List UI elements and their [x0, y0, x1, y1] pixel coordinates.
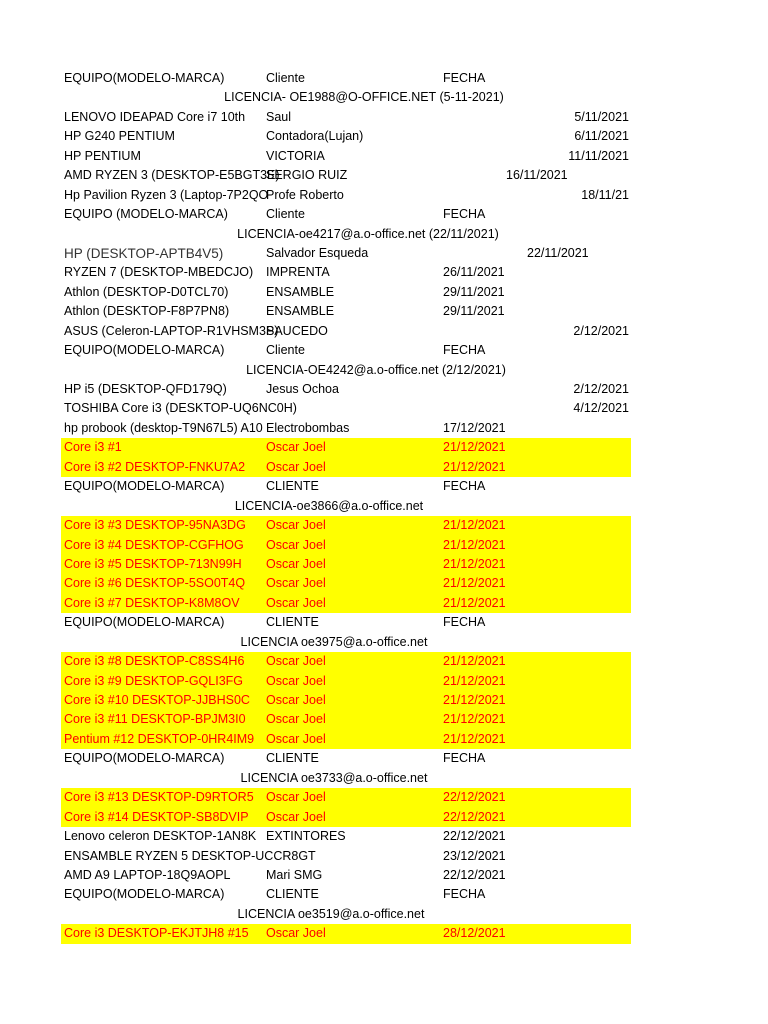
fecha-cell[interactable]: 22/12/2021	[443, 867, 506, 882]
table-row	[0, 283, 768, 302]
header-row	[0, 613, 768, 632]
equipo-cell[interactable]: HP i5 (DESKTOP-QFD179Q)	[64, 382, 227, 396]
cliente-cell[interactable]: CLIENTE	[266, 615, 319, 630]
fecha-cell[interactable]: 21/12/2021	[443, 673, 506, 688]
equipo-cell[interactable]: EQUIPO(MODELO-MARCA)	[64, 887, 225, 902]
cliente-cell[interactable]: Oscar Joel	[266, 440, 326, 455]
cliente-cell[interactable]: IMPRENTA	[266, 265, 330, 280]
table-row	[0, 147, 768, 166]
table-row	[61, 924, 631, 943]
license-row	[0, 88, 768, 107]
equipo-cell[interactable]: Core i3 #11 DESKTOP-BPJM3I0	[64, 712, 246, 727]
license-row	[0, 905, 768, 924]
cliente-cell[interactable]: Oscar Joel	[266, 595, 326, 610]
cliente-cell[interactable]: Saul	[266, 109, 292, 124]
table-row	[0, 127, 768, 146]
equipo-cell[interactable]: Core i3 #3 DESKTOP-95NA3DG	[64, 518, 246, 533]
equipo-cell[interactable]: ASUS (Celeron-LAPTOP-R1VHSM3P)	[64, 323, 279, 338]
table-row	[0, 263, 768, 282]
fecha-cell[interactable]: 28/12/2021	[443, 926, 506, 941]
fecha-cell[interactable]: 21/12/2021	[443, 440, 506, 455]
license-row	[0, 225, 768, 244]
fecha-cell[interactable]: FECHA	[443, 207, 486, 222]
cliente-cell[interactable]: Oscar Joel	[266, 576, 326, 591]
license-cell[interactable]: LICENCIA-OE4242@a.o-office.net (2/12/2021)	[246, 362, 506, 377]
fecha-cell[interactable]: 21/12/2021	[443, 693, 506, 707]
license-cell[interactable]: LICENCIA oe3733@a.o-office.net	[240, 770, 428, 785]
fecha-cell[interactable]: 26/11/2021	[443, 265, 505, 280]
header-row	[0, 69, 768, 88]
cliente-cell[interactable]: Oscar Joel	[266, 556, 326, 571]
table-row	[61, 788, 631, 807]
fecha-cell[interactable]: FECHA	[443, 751, 486, 766]
equipo-cell[interactable]: RYZEN 7 (DESKTOP-MBEDCJO)	[64, 265, 254, 280]
equipo-cell[interactable]: Core i3 #14 DESKTOP-SB8DVIP	[64, 809, 249, 824]
equipo-cell[interactable]: EQUIPO (MODELO-MARCA)	[64, 207, 228, 222]
equipo-cell[interactable]: Core i3 #2 DESKTOP-FNKU7A2	[64, 459, 246, 474]
cliente-cell[interactable]: Oscar Joel	[266, 459, 326, 474]
cliente-cell[interactable]: Cliente	[266, 71, 305, 85]
cliente-cell[interactable]: Jesus Ochoa	[266, 382, 339, 396]
cliente-cell[interactable]: Oscar Joel	[266, 926, 326, 941]
cliente-cell[interactable]: Cliente	[266, 343, 305, 358]
table-row	[0, 322, 768, 341]
fecha-cell[interactable]: 22/12/2021	[443, 790, 506, 805]
fecha-cell[interactable]: 21/12/2021	[443, 556, 506, 571]
fecha-cell[interactable]: 29/11/2021	[443, 284, 505, 299]
table-row	[61, 555, 631, 574]
cliente-cell[interactable]: Oscar Joel	[266, 673, 326, 688]
fecha-cell[interactable]: 23/12/2021	[443, 848, 506, 863]
equipo-cell[interactable]: Hp Pavilion Ryzen 3 (Laptop-7P2QO	[64, 187, 269, 202]
equipo-cell[interactable]: EQUIPO(MODELO-MARCA)	[64, 751, 225, 766]
cliente-cell[interactable]: CLIENTE	[266, 887, 319, 902]
table-row	[0, 244, 768, 263]
table-row	[0, 302, 768, 321]
equipo-cell[interactable]: Core i3 #10 DESKTOP-JJBHS0C	[64, 693, 250, 707]
license-row	[0, 633, 768, 652]
cliente-cell[interactable]: Salvador Esqueda	[266, 245, 369, 260]
equipo-cell[interactable]: Pentium #12 DESKTOP-0HR4IM9	[64, 731, 255, 746]
cliente-cell[interactable]: Contadora(Lujan)	[266, 129, 364, 144]
cliente-cell[interactable]: Cliente	[266, 207, 305, 222]
fecha-cell[interactable]: 21/12/2021	[443, 459, 506, 474]
fecha-cell[interactable]: FECHA	[443, 887, 486, 902]
fecha-cell[interactable]: 22/11/2021	[527, 245, 589, 260]
equipo-cell[interactable]: Athlon (DESKTOP-D0TCL70)	[64, 284, 229, 299]
cliente-cell[interactable]: SAUCEDO	[266, 323, 328, 338]
table-row	[0, 866, 768, 885]
equipo-cell[interactable]: Lenovo celeron DESKTOP-1AN8K	[64, 829, 257, 844]
table-row	[61, 594, 631, 613]
cliente-cell[interactable]: Oscar Joel	[266, 518, 326, 533]
table-row	[0, 399, 768, 418]
equipo-cell[interactable]: Core i3 #8 DESKTOP-C8SS4H6	[64, 654, 245, 669]
cliente-cell[interactable]: Profe Roberto	[266, 187, 344, 202]
table-row	[61, 652, 631, 671]
license-row	[0, 769, 768, 788]
equipo-cell[interactable]: EQUIPO(MODELO-MARCA)	[64, 343, 225, 358]
cliente-cell[interactable]: Oscar Joel	[266, 790, 326, 805]
fecha-cell[interactable]: 22/12/2021	[443, 809, 506, 824]
cliente-cell[interactable]: Electrobombas	[266, 420, 350, 435]
fecha-cell[interactable]: 21/12/2021	[443, 731, 506, 746]
cliente-cell[interactable]: EXTINTORES	[266, 829, 346, 844]
equipo-cell[interactable]: AMD A9 LAPTOP-18Q9AOPL	[64, 867, 231, 882]
table-row	[0, 380, 768, 399]
fecha-cell[interactable]: 11/11/2021	[568, 148, 629, 163]
license-row	[0, 361, 768, 380]
cliente-cell[interactable]: CLIENTE	[266, 479, 319, 494]
fecha-cell[interactable]: 4/12/2021	[573, 401, 629, 416]
fecha-cell[interactable]: FECHA	[443, 479, 486, 494]
fecha-cell[interactable]: 22/12/2021	[443, 829, 506, 844]
table-row	[0, 847, 768, 866]
equipo-cell[interactable]: Core i3 #9 DESKTOP-GQLI3FG	[64, 673, 243, 688]
license-cell[interactable]: LICENCIA- OE1988@O-OFFICE.NET (5-11-2021)	[224, 90, 504, 105]
cliente-cell[interactable]: ENSAMBLE	[266, 284, 335, 299]
fecha-cell[interactable]: 21/12/2021	[443, 518, 506, 533]
fecha-cell[interactable]: FECHA	[443, 71, 486, 85]
fecha-cell[interactable]: 21/12/2021	[443, 576, 506, 591]
table-row	[61, 808, 631, 827]
fecha-cell[interactable]: 2/12/2021	[573, 323, 629, 338]
license-cell[interactable]: LICENCIA-oe3866@a.o-office.net	[234, 498, 424, 513]
table-row	[0, 827, 768, 846]
table-row	[61, 730, 631, 749]
cliente-cell[interactable]: Oscar Joel	[266, 809, 326, 824]
fecha-cell[interactable]: 21/12/2021	[443, 595, 506, 610]
fecha-cell[interactable]: FECHA	[443, 615, 486, 630]
fecha-cell[interactable]: 21/12/2021	[443, 712, 506, 727]
license-cell[interactable]: LICENCIA oe3975@a.o-office.net	[240, 634, 428, 649]
table-row	[0, 419, 768, 438]
header-row	[0, 205, 768, 224]
table-row	[61, 710, 631, 729]
equipo-cell[interactable]: AMD RYZEN 3 (DESKTOP-E5BGT3E)	[64, 168, 280, 183]
cliente-cell[interactable]: Oscar Joel	[266, 693, 326, 707]
header-row	[0, 477, 768, 496]
equipo-cell[interactable]: hp probook (desktop-T9N67L5) A10	[64, 420, 263, 435]
table-row	[61, 458, 631, 477]
cliente-cell[interactable]: VICTORIA	[266, 148, 325, 163]
table-row	[61, 672, 631, 691]
cliente-cell[interactable]: CLIENTE	[266, 751, 319, 766]
table-row	[0, 108, 768, 127]
cliente-cell[interactable]: Mari SMG	[266, 867, 323, 882]
fecha-cell[interactable]: FECHA	[443, 343, 486, 358]
equipo-cell[interactable]: HP (DESKTOP-APTB4V5)	[64, 245, 224, 261]
license-cell[interactable]: LICENCIA-oe4217@a.o-office.net (22/11/2021)	[237, 226, 499, 241]
equipo-cell[interactable]: TOSHIBA Core i3 (DESKTOP-UQ6NC0H)	[64, 401, 297, 416]
fecha-cell[interactable]: 21/12/2021	[443, 654, 506, 669]
cliente-cell[interactable]: Oscar Joel	[266, 712, 326, 727]
fecha-cell[interactable]: 21/12/2021	[443, 537, 506, 552]
equipo-cell[interactable]: Core i3 #4 DESKTOP-CGFHOG	[64, 537, 244, 552]
equipo-cell[interactable]: EQUIPO(MODELO-MARCA)	[64, 479, 225, 494]
cliente-cell[interactable]: Oscar Joel	[266, 537, 326, 552]
table-row	[61, 516, 631, 535]
fecha-cell[interactable]: 17/12/2021	[443, 420, 506, 435]
equipo-cell[interactable]: Core i3 #1	[64, 440, 122, 455]
fecha-cell[interactable]: 6/11/2021	[574, 129, 629, 144]
spreadsheet	[0, 69, 768, 944]
equipo-cell[interactable]: Core i3 #13 DESKTOP-D9RTOR5	[64, 790, 254, 805]
cliente-cell[interactable]: SERGIO RUIZ	[266, 168, 348, 183]
table-row	[0, 166, 768, 185]
equipo-cell[interactable]: Core i3 #6 DESKTOP-5SO0T4Q	[64, 576, 246, 591]
cliente-cell[interactable]: Oscar Joel	[266, 731, 326, 746]
fecha-cell[interactable]: 16/11/2021	[506, 168, 568, 183]
equipo-cell[interactable]: Core i3 #5 DESKTOP-713N99H	[64, 556, 242, 571]
equipo-cell[interactable]: Core i3 DESKTOP-EKJTJH8 #15	[64, 926, 249, 941]
header-row	[0, 885, 768, 904]
license-cell[interactable]: LICENCIA oe3519@a.o-office.net	[237, 906, 425, 921]
equipo-cell[interactable]: HP PENTIUM	[64, 148, 141, 163]
equipo-cell[interactable]: Core i3 #7 DESKTOP-K8M8OV	[64, 595, 240, 610]
cliente-cell[interactable]: Oscar Joel	[266, 654, 326, 669]
table-row	[61, 536, 631, 555]
equipo-cell[interactable]: Athlon (DESKTOP-F8P7PN8)	[64, 304, 230, 319]
header-row	[0, 341, 768, 360]
equipo-cell[interactable]: ENSAMBLE RYZEN 5 DESKTOP-UCCR8GT	[64, 848, 316, 863]
header-row	[0, 749, 768, 768]
equipo-cell[interactable]: EQUIPO(MODELO-MARCA)	[64, 71, 225, 85]
fecha-cell[interactable]: 2/12/2021	[573, 382, 629, 396]
equipo-cell[interactable]: LENOVO IDEAPAD Core i7 10th	[64, 109, 246, 124]
table-row	[61, 438, 631, 457]
table-row	[61, 574, 631, 593]
fecha-cell[interactable]: 18/11/21	[581, 187, 629, 202]
fecha-cell[interactable]: 5/11/2021	[574, 109, 629, 124]
table-row	[0, 186, 768, 205]
table-row	[61, 691, 631, 710]
equipo-cell[interactable]: EQUIPO(MODELO-MARCA)	[64, 615, 225, 630]
equipo-cell[interactable]: HP G240 PENTIUM	[64, 129, 175, 144]
fecha-cell[interactable]: 29/11/2021	[443, 304, 505, 319]
cliente-cell[interactable]: ENSAMBLE	[266, 304, 335, 319]
license-row	[0, 497, 768, 516]
